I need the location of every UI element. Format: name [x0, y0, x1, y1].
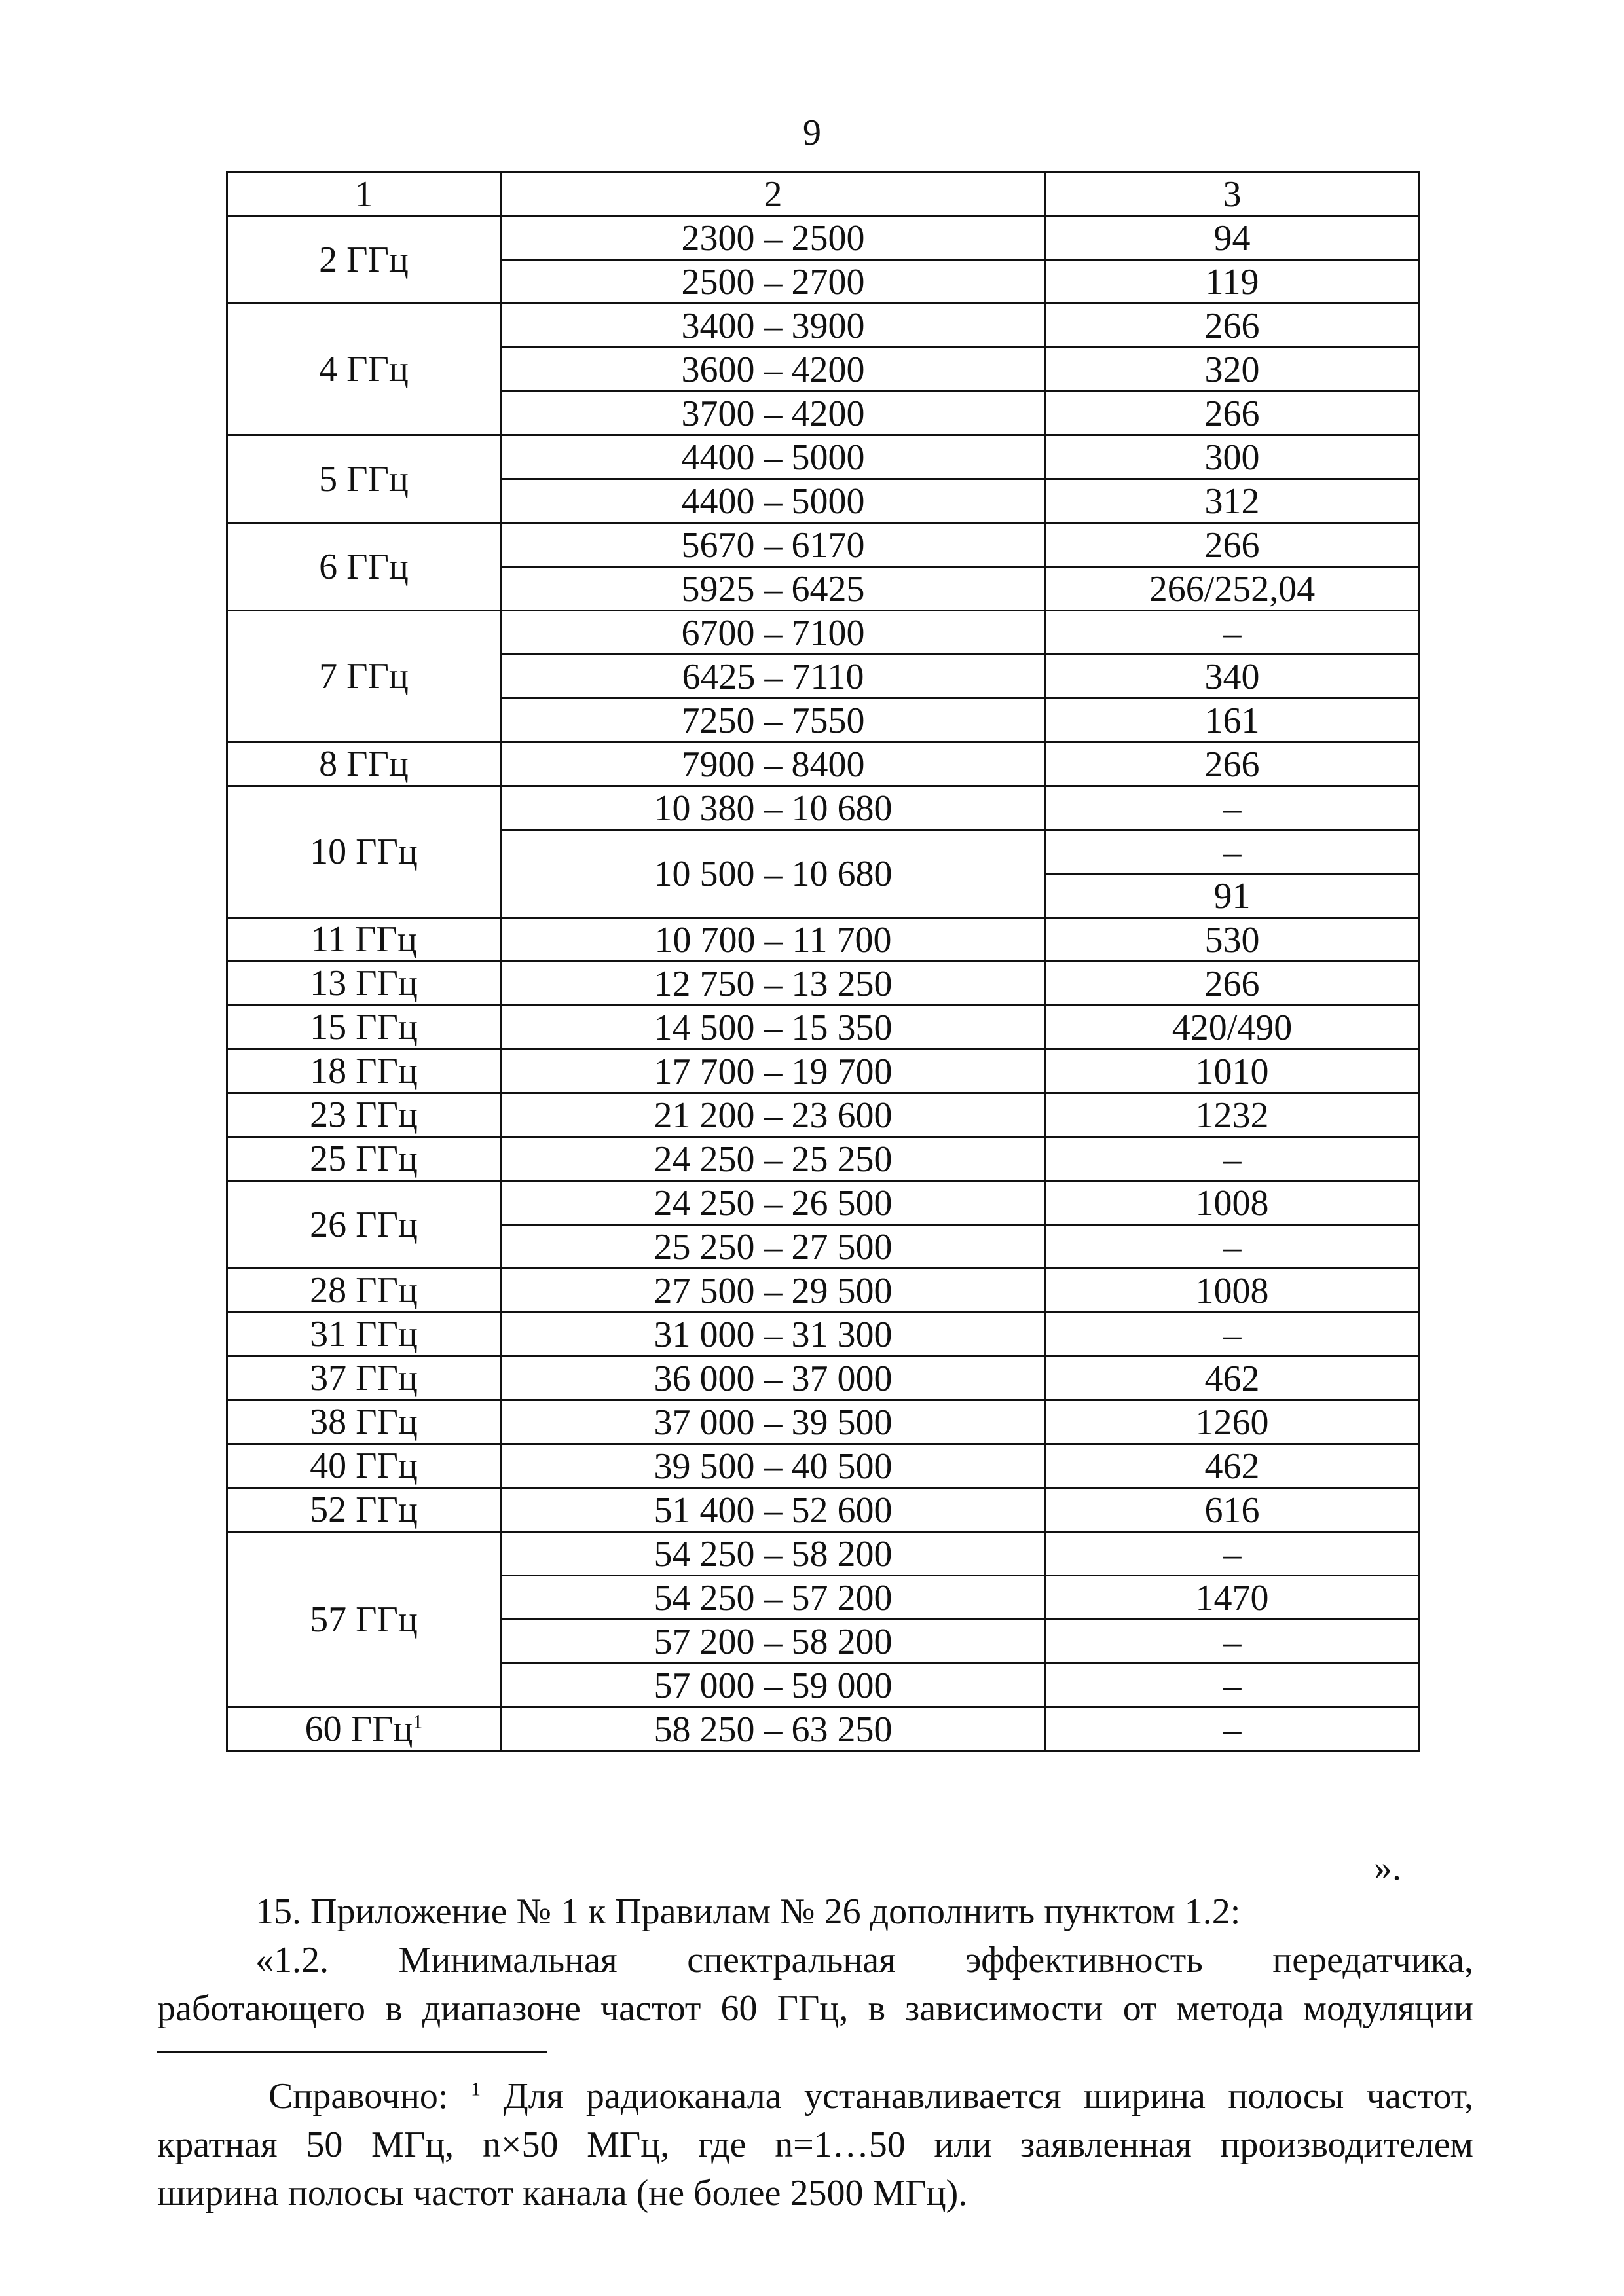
- footnote: [157, 2072, 1473, 2217]
- table-row: [227, 1137, 1419, 1181]
- band-label: 15 ГГц: [310, 1007, 418, 1048]
- table-row: [227, 918, 1419, 962]
- range-cell: 7900 – 8400: [501, 742, 1046, 786]
- band-label: 8 ГГц: [319, 744, 409, 784]
- value-cell: –: [1046, 1225, 1419, 1269]
- range-cell: 39 500 – 40 500: [501, 1444, 1046, 1488]
- band-cell: [227, 1444, 501, 1488]
- band-cell: [227, 1400, 501, 1444]
- range-cell: 6425 – 7110: [501, 655, 1046, 699]
- value-cell: –: [1046, 611, 1419, 655]
- range-cell: 5925 – 6425: [501, 567, 1046, 611]
- range-cell: 54 250 – 57 200: [501, 1576, 1046, 1620]
- range-cell: 3600 – 4200: [501, 348, 1046, 392]
- value-cell: 266: [1046, 523, 1419, 567]
- footnote-line-2: кратная 50 МГц, n×50 МГц, где n=1…50 или заявленная производителем: [157, 2124, 1473, 2165]
- range-cell: 7250 – 7550: [501, 699, 1046, 742]
- value-cell: 300: [1046, 435, 1419, 479]
- band-label: 6 ГГц: [319, 546, 409, 587]
- range-cell: 3400 – 3900: [501, 304, 1046, 348]
- band-cell: [227, 1137, 501, 1181]
- column-header: 1: [227, 172, 501, 216]
- value-cell: 161: [1046, 699, 1419, 742]
- value-cell: –: [1046, 1707, 1419, 1751]
- table-row: [227, 304, 1419, 348]
- range-cell: 57 200 – 58 200: [501, 1620, 1046, 1664]
- table-row: [227, 742, 1419, 786]
- value-cell: –: [1046, 1620, 1419, 1664]
- table-row: [227, 1488, 1419, 1532]
- band-label: 40 ГГц: [310, 1446, 418, 1486]
- value-cell: –: [1046, 1313, 1419, 1357]
- table-row: [227, 1049, 1419, 1093]
- closing-quote: ».: [1374, 1848, 1401, 1888]
- value-cell: 1232: [1046, 1093, 1419, 1137]
- band-label: 5 ГГц: [319, 458, 409, 500]
- value-cell: 91: [1046, 874, 1419, 918]
- value-cell: –: [1046, 1664, 1419, 1707]
- range-cell: 51 400 – 52 600: [501, 1488, 1046, 1532]
- value-cell: 1008: [1046, 1181, 1419, 1225]
- table-row: [227, 1269, 1419, 1313]
- frequency-table-body: [227, 172, 1419, 1751]
- band-label: 37 ГГц: [310, 1358, 418, 1398]
- range-cell: 21 200 – 23 600: [501, 1093, 1046, 1137]
- value-cell: 1008: [1046, 1269, 1419, 1313]
- table-row: [227, 962, 1419, 1006]
- band-cell: [227, 435, 501, 523]
- range-cell: 27 500 – 29 500: [501, 1269, 1046, 1313]
- range-cell: 37 000 – 39 500: [501, 1400, 1046, 1444]
- item-1-2-line1: «1.2. Минимальная спектральная эффективность передатчика,: [255, 1940, 1473, 1980]
- value-cell: –: [1046, 1137, 1419, 1181]
- table-header-row: [227, 172, 1419, 216]
- band-cell: [227, 611, 501, 742]
- footnote-divider: [157, 2051, 547, 2053]
- range-cell: 14 500 – 15 350: [501, 1006, 1046, 1049]
- table-row: [227, 611, 1419, 655]
- band-footnote-mark: 1: [413, 1711, 423, 1733]
- band-cell: [227, 1357, 501, 1400]
- range-cell: 2300 – 2500: [501, 216, 1046, 260]
- band-label: 26 ГГц: [310, 1204, 418, 1245]
- band-label: 25 ГГц: [310, 1139, 418, 1179]
- band-label: 60 ГГц: [304, 1709, 413, 1749]
- band-label: 28 ГГц: [310, 1270, 418, 1311]
- range-cell: 4400 – 5000: [501, 479, 1046, 523]
- range-cell: 10 700 – 11 700: [501, 918, 1046, 962]
- range-cell: 5670 – 6170: [501, 523, 1046, 567]
- page-number: 9: [803, 113, 821, 153]
- band-cell: [227, 1006, 501, 1049]
- range-cell: 4400 – 5000: [501, 435, 1046, 479]
- band-cell: [227, 1532, 501, 1707]
- range-cell: 24 250 – 26 500: [501, 1181, 1046, 1225]
- value-cell: 1010: [1046, 1049, 1419, 1093]
- range-cell: 6700 – 7100: [501, 611, 1046, 655]
- table-row: [227, 1313, 1419, 1357]
- band-cell: [227, 1269, 501, 1313]
- band-label: 2 ГГц: [319, 239, 409, 280]
- band-label: 7 ГГц: [319, 656, 409, 697]
- value-cell: 266: [1046, 304, 1419, 348]
- column-header: 3: [1046, 172, 1419, 216]
- band-cell: [227, 523, 501, 611]
- band-label: 13 ГГц: [310, 963, 418, 1004]
- value-cell: 340: [1046, 655, 1419, 699]
- band-cell: [227, 1488, 501, 1532]
- value-cell: –: [1046, 786, 1419, 830]
- table-row: [227, 1532, 1419, 1576]
- range-cell: 3700 – 4200: [501, 392, 1046, 435]
- footnote-line-1: [157, 2072, 1473, 2121]
- table-row: [227, 1357, 1419, 1400]
- value-cell: 462: [1046, 1357, 1419, 1400]
- band-label: 31 ГГц: [310, 1314, 418, 1355]
- range-cell: 25 250 – 27 500: [501, 1225, 1046, 1269]
- range-cell: 57 000 – 59 000: [501, 1664, 1046, 1707]
- value-cell: 266: [1046, 742, 1419, 786]
- band-label: 38 ГГц: [310, 1402, 418, 1442]
- band-cell: [227, 1049, 501, 1093]
- band-cell: [227, 1093, 501, 1137]
- value-cell: 1260: [1046, 1400, 1419, 1444]
- value-cell: 462: [1046, 1444, 1419, 1488]
- frequency-table: [226, 171, 1420, 1752]
- range-cell: 36 000 – 37 000: [501, 1357, 1046, 1400]
- value-cell: 312: [1046, 479, 1419, 523]
- table-row: [227, 1093, 1419, 1137]
- table-row: [227, 523, 1419, 567]
- footnote-text-1: Для радиоканала устанавливается ширина полосы частот,: [503, 2076, 1474, 2117]
- range-cell: 2500 – 2700: [501, 260, 1046, 304]
- band-cell: [227, 1181, 501, 1269]
- value-cell: 266: [1046, 962, 1419, 1006]
- value-cell: 616: [1046, 1488, 1419, 1532]
- table-row: [227, 1707, 1419, 1751]
- table-row: [227, 1444, 1419, 1488]
- table-row: [227, 216, 1419, 260]
- value-cell: 266: [1046, 392, 1419, 435]
- value-cell: –: [1046, 830, 1419, 874]
- range-cell: 17 700 – 19 700: [501, 1049, 1046, 1093]
- value-cell: 530: [1046, 918, 1419, 962]
- band-cell: [227, 786, 501, 918]
- table-row: [227, 1006, 1419, 1049]
- band-cell: [227, 1707, 501, 1751]
- range-cell: 54 250 – 58 200: [501, 1532, 1046, 1576]
- band-cell: [227, 216, 501, 304]
- value-cell: 420/490: [1046, 1006, 1419, 1049]
- footnote-prefix: Справочно:: [268, 2076, 449, 2117]
- item-15-text: 15. Приложение № 1 к Правилам № 26 дополнить пунктом 1.2:: [255, 1891, 1241, 1932]
- range-cell: 58 250 – 63 250: [501, 1707, 1046, 1751]
- band-cell: [227, 962, 501, 1006]
- range-cell: 31 000 – 31 300: [501, 1313, 1046, 1357]
- band-label: 52 ГГц: [310, 1489, 418, 1530]
- band-label: 57 ГГц: [310, 1599, 418, 1640]
- footnote-mark: 1: [470, 2078, 481, 2100]
- value-cell: 94: [1046, 216, 1419, 260]
- value-cell: 320: [1046, 348, 1419, 392]
- range-cell: 10 380 – 10 680: [501, 786, 1046, 830]
- band-label: 18 ГГц: [310, 1051, 418, 1091]
- value-cell: 119: [1046, 260, 1419, 304]
- band-label: 11 ГГц: [310, 919, 417, 960]
- band-label: 4 ГГц: [319, 349, 409, 390]
- column-header: 2: [501, 172, 1046, 216]
- band-cell: [227, 1313, 501, 1357]
- band-cell: [227, 742, 501, 786]
- band-label: 23 ГГц: [310, 1095, 418, 1135]
- table-row: [227, 1400, 1419, 1444]
- band-label: 10 ГГц: [310, 831, 418, 872]
- range-cell: 10 500 – 10 680: [501, 830, 1046, 918]
- value-cell: 1470: [1046, 1576, 1419, 1620]
- value-cell: –: [1046, 1532, 1419, 1576]
- table-row: [227, 786, 1419, 830]
- table-row: [227, 435, 1419, 479]
- table-row: [227, 1181, 1419, 1225]
- value-cell: 266/252,04: [1046, 567, 1419, 611]
- range-cell: 24 250 – 25 250: [501, 1137, 1046, 1181]
- band-cell: [227, 304, 501, 435]
- footnote-line-3: ширина полосы частот канала (не более 2500 МГц).: [157, 2173, 968, 2214]
- band-cell: [227, 918, 501, 962]
- range-cell: 12 750 – 13 250: [501, 962, 1046, 1006]
- item-1-2-line2: работающего в диапазоне частот 60 ГГц, в зависимости от метода модуляции: [157, 1988, 1473, 2029]
